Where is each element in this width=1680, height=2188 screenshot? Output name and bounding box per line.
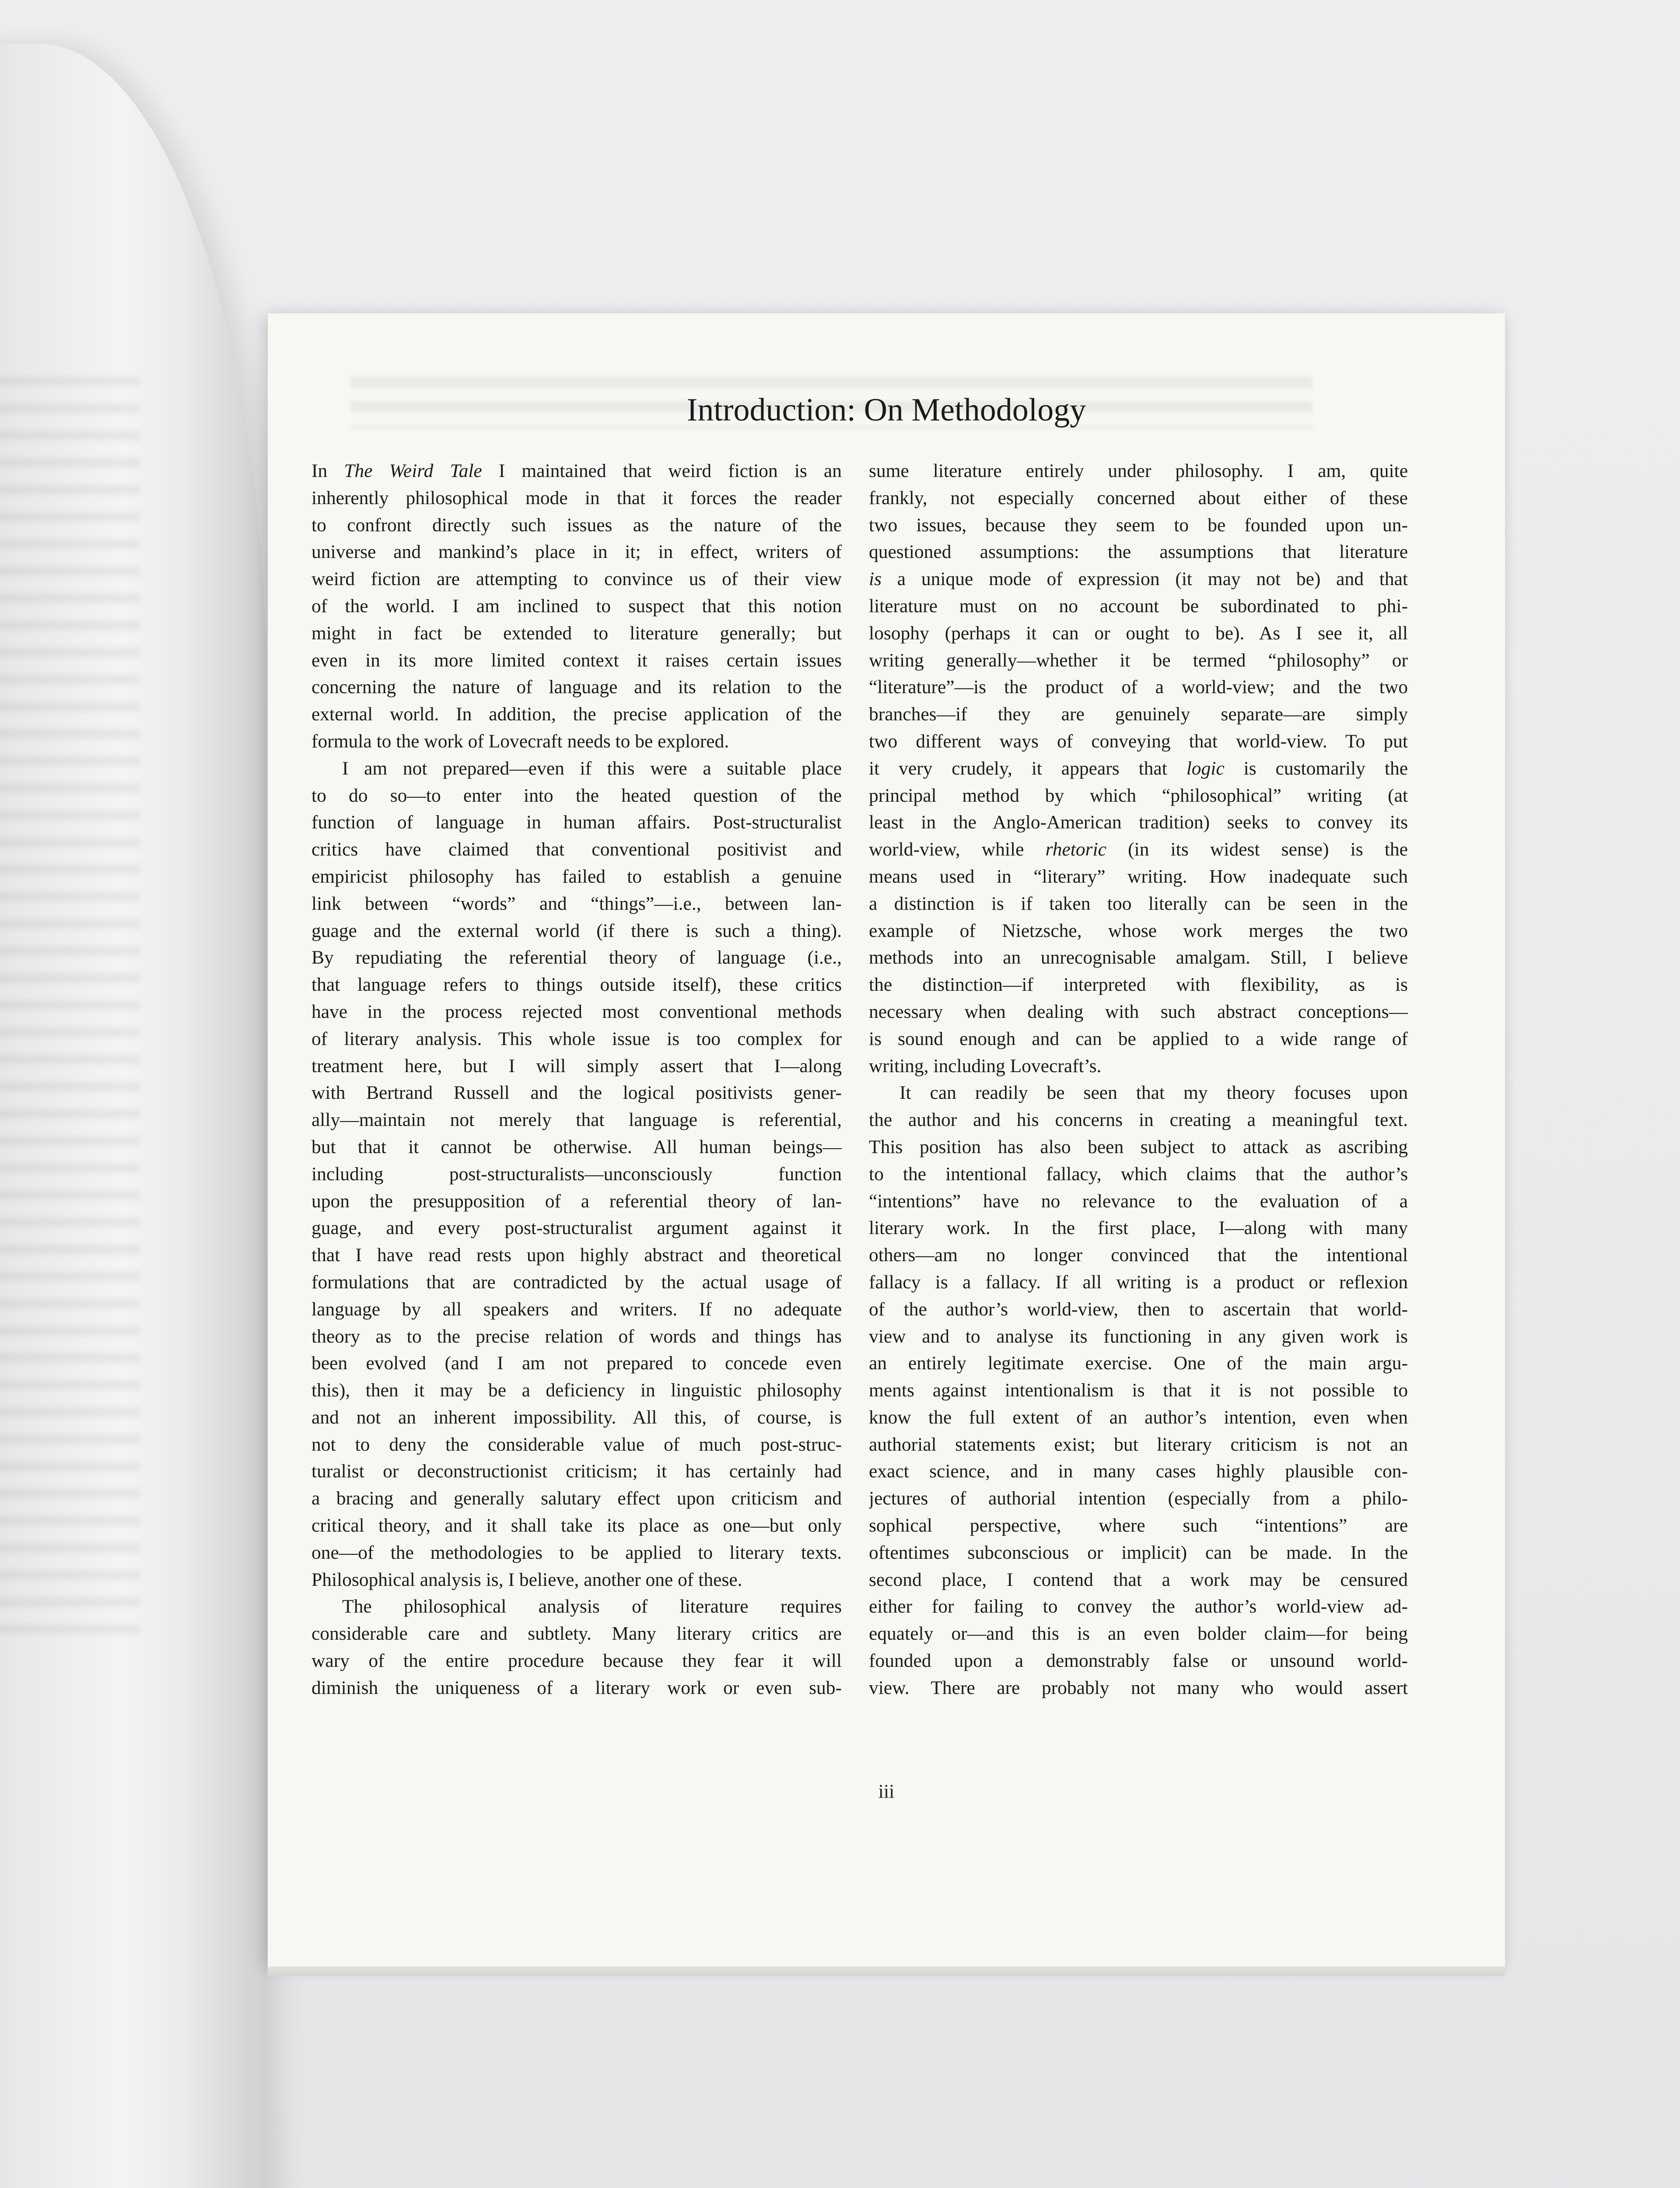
text-line: second place, I contend that a work may be censured [869, 1569, 1408, 1590]
text-line: least in the Anglo-American tradition) seeks to convey its [869, 812, 1408, 833]
text-line: diminish the uniqueness of a literary work or even sub- [312, 1677, 842, 1698]
text-line: critical theory, and it shall take its place as one—but only [312, 1515, 842, 1536]
text-line: to do so—to enter into the heated question of the [312, 785, 842, 806]
text-line: the author and his concerns in creating a meaningful text. [869, 1109, 1408, 1131]
text-line: that I have read rests upon highly abstract and theoretical [312, 1245, 842, 1266]
text-line: means used in “literary” writing. How inadequate such [869, 866, 1408, 887]
text-line: “intentions” have no relevance to the evaluation of a [869, 1190, 1408, 1212]
text-line: writing generally—whether it be termed “philosophy” or [869, 649, 1408, 671]
text-line: writing, including Lovecraft’s. [869, 1055, 1102, 1076]
text-line: principal method by which “philosophical” writing (at [869, 785, 1408, 806]
text-line: formula to the work of Lovecraft needs to be explored. [312, 730, 729, 752]
italic-text: logic [1186, 757, 1225, 779]
text-line: theory as to the precise relation of words and things has [312, 1325, 842, 1347]
text-line: universe and mankind’s place in it; in effect, writers of [312, 541, 842, 563]
text-line: not to deny the considerable value of much post-struc- [312, 1434, 842, 1455]
text-line: turalist or deconstructionist criticism; it has certainly had [312, 1461, 842, 1482]
text-line: Philosophical analysis is, I believe, another one of these. [312, 1569, 742, 1590]
text-line: external world. In addition, the precise application of the [312, 704, 842, 725]
left-page-bleed-through [0, 376, 140, 1645]
italic-text: The Weird Tale [344, 460, 482, 481]
text-line: know the full extent of an author’s intention, even when [869, 1406, 1408, 1428]
text-line: to the intentional fallacy, which claims that the author’s [869, 1163, 1408, 1185]
text-line: a distinction is if taken too literally can be seen in the [869, 893, 1408, 914]
text-line: link between “words” and “things”—i.e., between lan- [312, 893, 842, 914]
text-line: ally—maintain not merely that language is referential, [312, 1109, 842, 1131]
left-page-curl [0, 44, 267, 2188]
text-line: sophical perspective, where such “intentions” are [869, 1515, 1408, 1536]
text-line: considerable care and subtlety. Many literary critics are [312, 1623, 842, 1645]
page-number: iii [878, 1781, 895, 1802]
text-line: is a unique mode of expression (it may not be) and that [869, 568, 1408, 590]
text-line: founded upon a demonstrably false or unsound world- [869, 1650, 1408, 1672]
text-line: “literature”—is the product of a world-view; and the two [869, 677, 1408, 698]
text-line: world-view, while rhetoric (in its widest sense) is the [869, 839, 1408, 860]
text-line: that language refers to things outside itself), these critics [312, 974, 842, 996]
text-line: necessary when dealing with such abstract conceptions— [869, 1001, 1408, 1022]
text-line: treatment here, but I will simply assert that I—along [312, 1055, 842, 1076]
text-line: In The Weird Tale I maintained that weird fiction is an [312, 460, 842, 481]
text-line: either for failing to convey the author’s world-view ad- [869, 1596, 1408, 1617]
text-line: even in its more limited context it raises certain issues [312, 649, 842, 671]
text-line: empiricist philosophy has failed to establish a genuine [312, 866, 842, 887]
text-line: guage and the external world (if there is such a thing). [312, 920, 842, 941]
text-line: a bracing and generally salutary effect upon criticism and [312, 1488, 842, 1509]
text-line: of literary analysis. This whole issue is too complex for [312, 1028, 842, 1049]
text-line: I am not prepared—even if this were a suitable place [342, 757, 842, 779]
text-line: but that it cannot be otherwise. All human beings— [312, 1136, 842, 1157]
right-text-column [869, 458, 1408, 1702]
text-line: function of language in human affairs. Post-structuralist [312, 812, 842, 833]
italic-text: is [869, 568, 882, 590]
text-line: literary work. In the first place, I—along with many [869, 1217, 1408, 1239]
text-line: this), then it may be a deficiency in linguistic philosophy [312, 1380, 842, 1401]
text-line: of the author’s world-view, then to ascertain that world- [869, 1298, 1408, 1320]
text-line: view. There are probably not many who would assert [869, 1677, 1408, 1698]
text-line: losophy (perhaps it can or ought to be). As I see it, all [869, 622, 1408, 644]
text-line: branches—if they are genuinely separate—are simply [869, 704, 1408, 725]
text-line: two issues, because they seem to be founded upon un- [869, 514, 1408, 536]
text-line: one—of the methodologies to be applied to literary texts. [312, 1542, 842, 1563]
text-line: might in fact be extended to literature generally; but [312, 622, 842, 644]
text-line: frankly, not especially concerned about either of these [869, 487, 1408, 508]
text-line: of the world. I am inclined to suspect that this notion [312, 595, 842, 617]
text-line: and not an inherent impossibility. All this, of course, is [312, 1406, 842, 1428]
text-line: questioned assumptions: the assumptions that literature [869, 541, 1408, 563]
text-line: authorial statements exist; but literary criticism is not an [869, 1434, 1408, 1455]
text-line: is sound enough and can be applied to a wide range of [869, 1028, 1408, 1049]
text-line: guage, and every post-structuralist argument against it [312, 1217, 842, 1239]
text-line: have in the process rejected most conventional methods [312, 1001, 842, 1022]
text-line: fallacy is a fallacy. If all writing is a product or reflexion [869, 1271, 1408, 1293]
text-line: formulations that are contradicted by the actual usage of [312, 1271, 842, 1293]
text-line: The philosophical analysis of literature requires [342, 1596, 842, 1617]
text-line: It can readily be seen that my theory focuses upon [900, 1082, 1408, 1104]
text-line: two different ways of conveying that world-view. To put [869, 730, 1408, 752]
text-line: literature must on no account be subordinated to phi- [869, 595, 1408, 617]
text-line: including post-structuralists—unconsciously function [312, 1163, 842, 1185]
text-line: By repudiating the referential theory of language (i.e., [312, 947, 842, 968]
text-line: the distinction—if interpreted with flexibility, as is [869, 974, 1408, 996]
text-line: exact science, and in many cases highly plausible con- [869, 1461, 1408, 1482]
text-line: example of Nietzsche, whose work merges the two [869, 920, 1408, 941]
text-line: methods into an unrecognisable amalgam. Still, I believe [869, 947, 1408, 968]
left-text-column [312, 458, 842, 1702]
text-line: to confront directly such issues as the nature of the [312, 514, 842, 536]
chapter-title: Introduction: On Methodology [686, 392, 1086, 428]
text-line: an entirely legitimate exercise. One of the main argu- [869, 1353, 1408, 1374]
text-line: it very crudely, it appears that logic is customarily the [869, 757, 1408, 779]
text-line: wary of the entire procedure because they fear it will [312, 1650, 842, 1672]
text-line: language by all speakers and writers. If no adequate [312, 1298, 842, 1320]
text-line: equately or—and this is an even bolder claim—for being [869, 1623, 1408, 1645]
text-line: sume literature entirely under philosophy. I am, quite [869, 460, 1408, 481]
text-line: others—am no longer convinced that the intentional [869, 1245, 1408, 1266]
page-stack-edge [268, 1967, 1505, 1976]
text-line: concerning the nature of language and its relation to the [312, 677, 842, 698]
italic-text: rhetoric [1045, 839, 1106, 860]
text-line: been evolved (and I am not prepared to concede even [312, 1353, 842, 1374]
text-line: view and to analyse its functioning in any given work is [869, 1325, 1408, 1347]
text-line: This position has also been subject to attack as ascribing [869, 1136, 1408, 1157]
text-line: jectures of authorial intention (especially from a philo- [869, 1488, 1408, 1509]
text-line: weird fiction are attempting to convince us of their view [312, 568, 842, 590]
text-line: oftentimes subconscious or implicit) can be made. In the [869, 1542, 1408, 1563]
text-line: with Bertrand Russell and the logical positivists gener- [312, 1082, 842, 1104]
text-line: upon the presupposition of a referential theory of lan- [312, 1190, 842, 1212]
text-line: ments against intentionalism is that it is not possible to [869, 1380, 1408, 1401]
text-line: critics have claimed that conventional positivist and [312, 839, 842, 860]
text-line: inherently philosophical mode in that it forces the reader [312, 487, 842, 508]
